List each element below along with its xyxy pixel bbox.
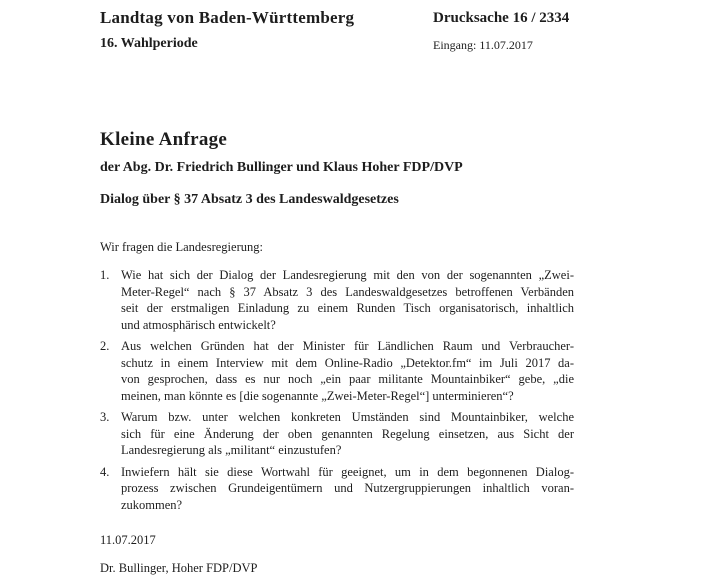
question-line: Inwiefern hält sie diese Wortwahl für geeignet, um in dem begonnenen Dialog-	[121, 464, 574, 479]
parliament-title: Landtag von Baden-Württemberg	[100, 8, 355, 27]
document-type-heading: Kleine Anfrage	[100, 129, 228, 150]
question-number: 2.	[100, 339, 110, 353]
question-text	[121, 409, 574, 459]
subject-line: Dialog über § 37 Absatz 3 des Landeswaldgesetzes	[100, 192, 399, 207]
question-line: sich für eine Änderung der oben genannten Regelung einsetzen, aus Sicht der	[121, 426, 574, 441]
question-list	[100, 267, 574, 518]
question-line: prozess zwischen Grundeigentümern und Nutzergruppierungen inhaltlich voran-	[121, 481, 574, 495]
question-number: 3.	[100, 410, 110, 424]
question-line: seit der erstmaligen Einladung zu einem Runden Tisch organisatorisch, inhaltlich	[121, 301, 574, 315]
question-line: Landesregierung als „militant“ einzustufen?	[121, 443, 342, 457]
eingang-date: Eingang: 11.07.2017	[433, 38, 533, 52]
authors-line: der Abg. Dr. Friedrich Bullinger und Klaus Hoher FDP/DVP	[100, 160, 463, 175]
question-number: 4.	[100, 464, 110, 479]
question-line: zukommen?	[121, 497, 183, 512]
question-line: von gesprochen, dass es nur noch „ein paar militante Mountainbiker“ gebe, „die	[121, 372, 574, 386]
question-line: Warum bzw. unter welchen konkreten Umständen sind Mountainbiker, welche	[121, 410, 574, 424]
question-text	[121, 338, 574, 404]
question-number: 1.	[100, 268, 110, 282]
signature-line: Dr. Bullinger, Hoher FDP/DVP	[100, 561, 258, 575]
footer-date: 11.07.2017	[100, 533, 156, 547]
question-line: Wie hat sich der Dialog der Landesregierung mit den von der sogenannten „Zwei-	[121, 268, 574, 282]
question-item-2	[100, 338, 574, 404]
question-item-3	[100, 409, 574, 459]
drucksache-number: Drucksache 16 / 2334	[433, 10, 570, 26]
question-line: Meter-Regel“ nach § 37 Absatz 3 des Landeswaldgesetzes betroffenen Verbänden	[121, 284, 574, 299]
question-line: und atmosphärisch entwickelt?	[121, 317, 276, 332]
question-text	[121, 464, 574, 514]
question-item-1	[100, 267, 574, 333]
question-line: Aus welchen Gründen hat der Minister für Ländlichen Raum und Verbraucher-	[121, 339, 574, 353]
question-item-4	[100, 464, 574, 514]
question-text	[121, 267, 574, 333]
question-line: schutz in einem Interview mit dem Online-Radio „Detektor.fm“ im Juli 2017 da-	[121, 355, 574, 370]
intro-line: Wir fragen die Landesregierung:	[100, 240, 263, 254]
wahlperiode-label: 16. Wahlperiode	[100, 36, 198, 51]
question-line: meinen, man könnte es [die sogenannte „Zwei-Meter-Regel“] unterminieren“?	[121, 388, 514, 403]
